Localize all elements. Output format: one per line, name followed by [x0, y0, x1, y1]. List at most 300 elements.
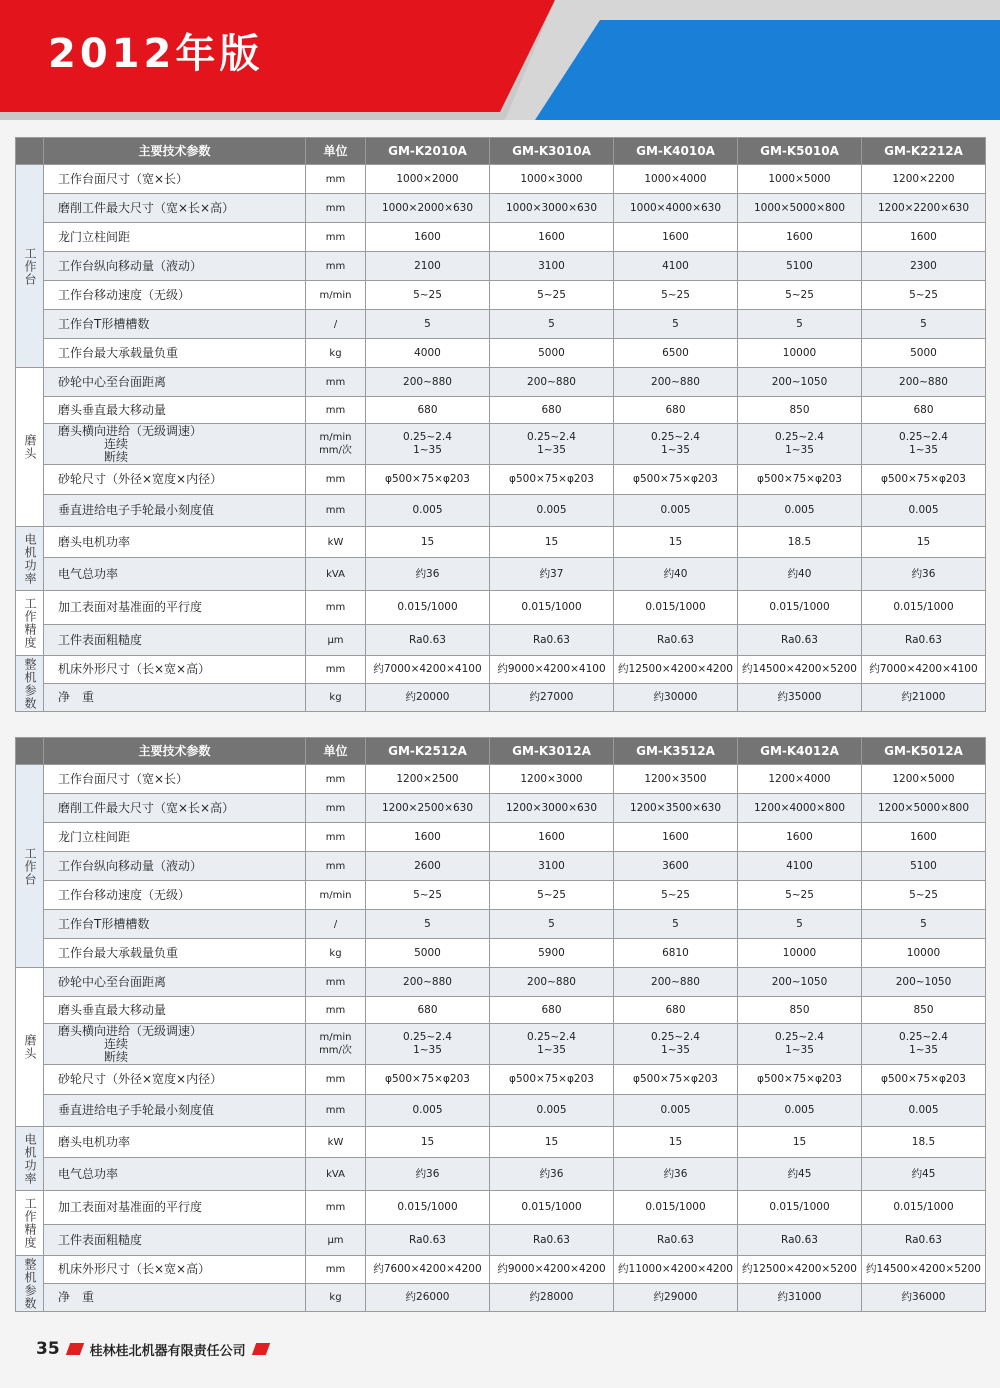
param-value: φ500×75×φ203 [738, 1065, 862, 1095]
param-value: 5900 [490, 939, 614, 968]
param-unit [306, 1024, 366, 1065]
param-name: 磨削工件最大尺寸（宽×长×高） [44, 194, 306, 223]
param-name: 净 重 [44, 1284, 306, 1312]
param-value: φ500×75×φ203 [862, 1065, 986, 1095]
header-param: 主要技术参数 [44, 138, 306, 165]
param-unit: mm [306, 1095, 366, 1127]
header-model: GM-K2512A [366, 738, 490, 765]
param-value: 约9000×4200×4200 [490, 1256, 614, 1284]
value-intermittent: 1~35 [661, 444, 690, 456]
param-value: 5100 [738, 252, 862, 281]
param-value: 4000 [366, 339, 490, 368]
param-value: 约11000×4200×4200 [614, 1256, 738, 1284]
group-label: 工作台 [16, 765, 44, 968]
param-value: 5 [738, 910, 862, 939]
param-unit: m/min [306, 281, 366, 310]
header-param: 主要技术参数 [44, 738, 306, 765]
param-value [614, 424, 738, 465]
header-unit: 单位 [306, 138, 366, 165]
param-name: 龙门立柱间距 [44, 223, 306, 252]
param-value: 0.005 [614, 495, 738, 527]
param-name: 工作台纵向移动量（液动） [44, 252, 306, 281]
param-value: 0.015/1000 [366, 591, 490, 625]
param-unit: mm [306, 252, 366, 281]
header-model: GM-K3512A [614, 738, 738, 765]
param-value: 3600 [614, 852, 738, 881]
header-unit: 单位 [306, 738, 366, 765]
header-banner [0, 0, 1000, 120]
param-value: 约35000 [738, 684, 862, 712]
param-value: 200~1050 [738, 968, 862, 997]
param-value: 约36000 [862, 1284, 986, 1312]
param-unit: mm [306, 591, 366, 625]
table-row [16, 310, 986, 339]
param-name: 工作台面尺寸（宽×长） [44, 765, 306, 794]
param-value: 15 [862, 527, 986, 558]
param-value: 0.015/1000 [366, 1191, 490, 1225]
value-intermittent: 1~35 [909, 1044, 938, 1056]
param-value: 1600 [490, 223, 614, 252]
param-name: 磨头垂直最大移动量 [44, 997, 306, 1024]
param-value: 约21000 [862, 684, 986, 712]
param-value: 1600 [614, 823, 738, 852]
table-row [16, 997, 986, 1024]
spec-table-1 [15, 137, 986, 712]
param-value: 18.5 [738, 527, 862, 558]
company-name: 桂林桂北机器有限责任公司 [89, 1343, 246, 1359]
param-value: 5~25 [738, 881, 862, 910]
param-value: 1200×2500×630 [366, 794, 490, 823]
param-value: 1600 [366, 823, 490, 852]
value-intermittent: 1~35 [909, 444, 938, 456]
param-value: 200~880 [490, 368, 614, 397]
param-unit: kg [306, 1284, 366, 1312]
unit-continuous: m/min [319, 1032, 352, 1043]
param-value: 约14500×4200×5200 [862, 1256, 986, 1284]
param-value: 0.015/1000 [490, 591, 614, 625]
group-label: 磨头 [16, 368, 44, 527]
table-row [16, 339, 986, 368]
table-row [16, 1284, 986, 1312]
param-value: 约29000 [614, 1284, 738, 1312]
header-model: GM-K2010A [366, 138, 490, 165]
param-value: 1600 [490, 823, 614, 852]
param-value: 5100 [862, 852, 986, 881]
param-value: Ra0.63 [862, 625, 986, 656]
param-name: 垂直进给电子手轮最小刻度值 [44, 495, 306, 527]
param-name: 龙门立柱间距 [44, 823, 306, 852]
param-value: φ500×75×φ203 [366, 1065, 490, 1095]
param-name: 加工表面对基准面的平行度 [44, 591, 306, 625]
param-value: 0.015/1000 [614, 591, 738, 625]
param-name: 工作台T形槽槽数 [44, 310, 306, 339]
param-value: 0.005 [614, 1095, 738, 1127]
param-value: 1600 [862, 223, 986, 252]
param-value: 200~880 [614, 968, 738, 997]
value-continuous: 0.25~2.4 [651, 431, 700, 443]
param-value: φ500×75×φ203 [490, 465, 614, 495]
table-row [16, 765, 986, 794]
param-unit: m/min [306, 881, 366, 910]
group-label: 整机参数 [16, 656, 44, 712]
param-value: 1200×5000 [862, 765, 986, 794]
param-value: 680 [366, 997, 490, 1024]
param-value: 1000×3000×630 [490, 194, 614, 223]
param-value: 200~880 [366, 368, 490, 397]
param-unit: kW [306, 527, 366, 558]
param-value: 200~880 [490, 968, 614, 997]
param-value: 0.015/1000 [862, 1191, 986, 1225]
value-continuous: 0.25~2.4 [775, 1031, 824, 1043]
param-value: 0.015/1000 [738, 1191, 862, 1225]
param-value: Ra0.63 [366, 1225, 490, 1256]
header-blank [16, 138, 44, 165]
table-header-row [16, 138, 986, 165]
param-name: 工作台移动速度（无级） [44, 281, 306, 310]
group-label: 电机功率 [16, 527, 44, 591]
param-value: 15 [738, 1127, 862, 1158]
param-value [738, 1024, 862, 1065]
param-name: 电气总功率 [44, 1158, 306, 1191]
table-row [16, 591, 986, 625]
param-value: 15 [366, 1127, 490, 1158]
param-value: 0.005 [490, 1095, 614, 1127]
param-value: 0.005 [738, 1095, 862, 1127]
param-value: 1000×5000×800 [738, 194, 862, 223]
param-name: 工件表面粗糙度 [44, 1225, 306, 1256]
table-row [16, 1191, 986, 1225]
param-value: 0.015/1000 [490, 1191, 614, 1225]
param-value: 1200×5000×800 [862, 794, 986, 823]
header-model: GM-K5012A [862, 738, 986, 765]
param-name: 工件表面粗糙度 [44, 625, 306, 656]
param-value: 约14500×4200×5200 [738, 656, 862, 684]
table-row [16, 194, 986, 223]
param-unit: kg [306, 339, 366, 368]
param-value: 1600 [366, 223, 490, 252]
param-value: 5 [862, 910, 986, 939]
table-header-row [16, 738, 986, 765]
param-value: 约45 [862, 1158, 986, 1191]
param-value: 200~1050 [862, 968, 986, 997]
table-row [16, 968, 986, 997]
table-row [16, 1256, 986, 1284]
param-value: 5~25 [490, 281, 614, 310]
param-value: Ra0.63 [614, 625, 738, 656]
param-name: 磨削工件最大尺寸（宽×长×高） [44, 794, 306, 823]
param-value: 0.005 [366, 495, 490, 527]
param-unit: kVA [306, 558, 366, 591]
footer-red-mark [65, 1343, 83, 1355]
value-intermittent: 1~35 [661, 1044, 690, 1056]
param-value: 15 [490, 1127, 614, 1158]
header-blank [16, 738, 44, 765]
param-name: 工作台最大承载量负重 [44, 939, 306, 968]
table-row [16, 625, 986, 656]
header-model: GM-K5010A [738, 138, 862, 165]
param-value: 1000×4000 [614, 165, 738, 194]
param-value: 约40 [614, 558, 738, 591]
param-unit: mm [306, 495, 366, 527]
param-unit: kg [306, 684, 366, 712]
param-value: 0.015/1000 [738, 591, 862, 625]
param-value: 2300 [862, 252, 986, 281]
param-value: Ra0.63 [366, 625, 490, 656]
param-value: 1200×3000×630 [490, 794, 614, 823]
param-value: 680 [862, 397, 986, 424]
table-row [16, 823, 986, 852]
param-value: 200~880 [366, 968, 490, 997]
param-value: 4100 [738, 852, 862, 881]
param-value: 10000 [738, 339, 862, 368]
param-unit: kg [306, 939, 366, 968]
param-value: 5 [738, 310, 862, 339]
table-row [16, 558, 986, 591]
param-value: φ500×75×φ203 [862, 465, 986, 495]
param-value: 1000×4000×630 [614, 194, 738, 223]
table-row [16, 368, 986, 397]
param-value: 5 [614, 910, 738, 939]
table-row [16, 1158, 986, 1191]
param-unit: μm [306, 1225, 366, 1256]
param-value: 1200×2500 [366, 765, 490, 794]
param-value [366, 1024, 490, 1065]
param-value: 约7600×4200×4200 [366, 1256, 490, 1284]
param-value: 1200×2200×630 [862, 194, 986, 223]
param-value: Ra0.63 [738, 625, 862, 656]
param-value: 约37 [490, 558, 614, 591]
param-value: 5~25 [614, 881, 738, 910]
param-name [44, 424, 306, 465]
param-name: 工作台纵向移动量（液动） [44, 852, 306, 881]
param-value: 约28000 [490, 1284, 614, 1312]
header-model: GM-K3012A [490, 738, 614, 765]
param-unit: mm [306, 165, 366, 194]
param-value: 1600 [738, 223, 862, 252]
table-row [16, 881, 986, 910]
table-row [16, 397, 986, 424]
param-value: Ra0.63 [614, 1225, 738, 1256]
param-unit: mm [306, 1065, 366, 1095]
param-unit: mm [306, 397, 366, 424]
param-value: 5 [366, 310, 490, 339]
value-continuous: 0.25~2.4 [775, 431, 824, 443]
param-value: 约30000 [614, 684, 738, 712]
param-value: 约36 [614, 1158, 738, 1191]
param-value [490, 1024, 614, 1065]
param-value [862, 1024, 986, 1065]
param-value: 约26000 [366, 1284, 490, 1312]
param-value: 0.015/1000 [614, 1191, 738, 1225]
param-value: 0.015/1000 [862, 591, 986, 625]
param-sub-intermittent: 断续 [104, 449, 129, 464]
param-value [490, 424, 614, 465]
param-value: 0.005 [862, 1095, 986, 1127]
param-value: 1200×2200 [862, 165, 986, 194]
param-value: 约27000 [490, 684, 614, 712]
page-number: 35 [36, 1339, 60, 1359]
param-value: 约31000 [738, 1284, 862, 1312]
param-value: 约40 [738, 558, 862, 591]
group-label: 工作台 [16, 165, 44, 368]
value-intermittent: 1~35 [537, 444, 566, 456]
param-unit: mm [306, 997, 366, 1024]
param-value: 680 [366, 397, 490, 424]
param-unit: kW [306, 1127, 366, 1158]
param-value: 5~25 [862, 281, 986, 310]
param-value: 5 [614, 310, 738, 339]
param-unit: mm [306, 794, 366, 823]
table-row [16, 465, 986, 495]
param-value: 1200×3000 [490, 765, 614, 794]
param-name: 工作台最大承载量负重 [44, 339, 306, 368]
param-value: 0.005 [490, 495, 614, 527]
table-row [16, 527, 986, 558]
param-name: 机床外形尺寸（长×宽×高） [44, 1256, 306, 1284]
param-value: 6810 [614, 939, 738, 968]
param-value: 6500 [614, 339, 738, 368]
param-value: 0.005 [366, 1095, 490, 1127]
param-value: Ra0.63 [490, 625, 614, 656]
param-unit [306, 424, 366, 465]
param-unit: mm [306, 223, 366, 252]
table-row [16, 794, 986, 823]
table-row [16, 1024, 986, 1065]
param-value: 5~25 [738, 281, 862, 310]
param-value: 5~25 [614, 281, 738, 310]
param-value: 680 [490, 997, 614, 1024]
param-name-main: 磨头横向进给（无级调速） [58, 423, 203, 438]
param-value: 5000 [490, 339, 614, 368]
param-unit: kVA [306, 1158, 366, 1191]
value-continuous: 0.25~2.4 [403, 1031, 452, 1043]
footer-red-mark [252, 1343, 270, 1355]
table-row [16, 223, 986, 252]
value-intermittent: 1~35 [785, 1044, 814, 1056]
param-name: 垂直进给电子手轮最小刻度值 [44, 1095, 306, 1127]
param-unit: mm [306, 823, 366, 852]
param-value: 2100 [366, 252, 490, 281]
param-unit: mm [306, 194, 366, 223]
param-value: 850 [738, 997, 862, 1024]
param-value: 10000 [738, 939, 862, 968]
param-unit: mm [306, 968, 366, 997]
param-name: 磨头电机功率 [44, 1127, 306, 1158]
table-row [16, 495, 986, 527]
param-name: 磨头电机功率 [44, 527, 306, 558]
param-name: 磨头垂直最大移动量 [44, 397, 306, 424]
param-value: Ra0.63 [862, 1225, 986, 1256]
param-value: 5 [490, 910, 614, 939]
param-value: 5~25 [490, 881, 614, 910]
param-value: 约36 [862, 558, 986, 591]
param-value: 5~25 [366, 281, 490, 310]
param-value: φ500×75×φ203 [614, 1065, 738, 1095]
param-sub-continuous: 连续 [104, 1036, 129, 1051]
table-row [16, 1127, 986, 1158]
param-value: 约45 [738, 1158, 862, 1191]
param-value: 18.5 [862, 1127, 986, 1158]
group-label: 磨头 [16, 968, 44, 1127]
param-name: 砂轮尺寸（外径×宽度×内径） [44, 1065, 306, 1095]
param-value: φ500×75×φ203 [366, 465, 490, 495]
param-unit: μm [306, 625, 366, 656]
param-name: 净 重 [44, 684, 306, 712]
param-value: 0.005 [862, 495, 986, 527]
param-name [44, 1024, 306, 1065]
param-value: 15 [490, 527, 614, 558]
param-name: 砂轮中心至台面距离 [44, 368, 306, 397]
param-value: 1200×4000 [738, 765, 862, 794]
param-value: 15 [614, 1127, 738, 1158]
table-row [16, 939, 986, 968]
param-value: 200~1050 [738, 368, 862, 397]
param-value: 约12500×4200×4200 [614, 656, 738, 684]
edition-title: 2012年版 [48, 31, 264, 77]
param-value: 约36 [490, 1158, 614, 1191]
param-unit: / [306, 910, 366, 939]
param-unit: mm [306, 765, 366, 794]
param-value: 15 [366, 527, 490, 558]
param-name: 工作台T形槽槽数 [44, 910, 306, 939]
param-name: 电气总功率 [44, 558, 306, 591]
table-row [16, 1095, 986, 1127]
param-value: 680 [614, 397, 738, 424]
param-value: 1000×2000×630 [366, 194, 490, 223]
unit-intermittent: mm/次 [319, 1045, 352, 1056]
param-value: 10000 [862, 939, 986, 968]
param-name-main: 磨头横向进给（无级调速） [58, 1023, 203, 1038]
param-value: 5 [366, 910, 490, 939]
param-name: 砂轮中心至台面距离 [44, 968, 306, 997]
value-intermittent: 1~35 [785, 444, 814, 456]
value-continuous: 0.25~2.4 [527, 1031, 576, 1043]
param-value: Ra0.63 [738, 1225, 862, 1256]
param-value: 2600 [366, 852, 490, 881]
param-value: 1200×3500 [614, 765, 738, 794]
value-continuous: 0.25~2.4 [527, 431, 576, 443]
group-label: 工作精度 [16, 591, 44, 656]
spec-table-2 [15, 737, 986, 1312]
table-row [16, 424, 986, 465]
param-value: 1200×4000×800 [738, 794, 862, 823]
header-model: GM-K2212A [862, 138, 986, 165]
param-value: 1600 [614, 223, 738, 252]
param-value: 约12500×4200×5200 [738, 1256, 862, 1284]
value-continuous: 0.25~2.4 [651, 1031, 700, 1043]
unit-continuous: m/min [319, 432, 352, 443]
param-name: 工作台移动速度（无级） [44, 881, 306, 910]
param-unit: mm [306, 1191, 366, 1225]
param-value: 1000×3000 [490, 165, 614, 194]
param-name: 砂轮尺寸（外径×宽度×内径） [44, 465, 306, 495]
param-value: 1200×3500×630 [614, 794, 738, 823]
param-value: 1600 [862, 823, 986, 852]
param-sub-continuous: 连续 [104, 436, 129, 451]
value-continuous: 0.25~2.4 [403, 431, 452, 443]
param-value: 5000 [366, 939, 490, 968]
param-value: 680 [490, 397, 614, 424]
param-value: 约36 [366, 1158, 490, 1191]
value-intermittent: 1~35 [537, 1044, 566, 1056]
param-value: 200~880 [862, 368, 986, 397]
param-value: 680 [614, 997, 738, 1024]
param-value: 5000 [862, 339, 986, 368]
param-value: 850 [862, 997, 986, 1024]
param-value: φ500×75×φ203 [490, 1065, 614, 1095]
table-row [16, 252, 986, 281]
param-value: Ra0.63 [490, 1225, 614, 1256]
